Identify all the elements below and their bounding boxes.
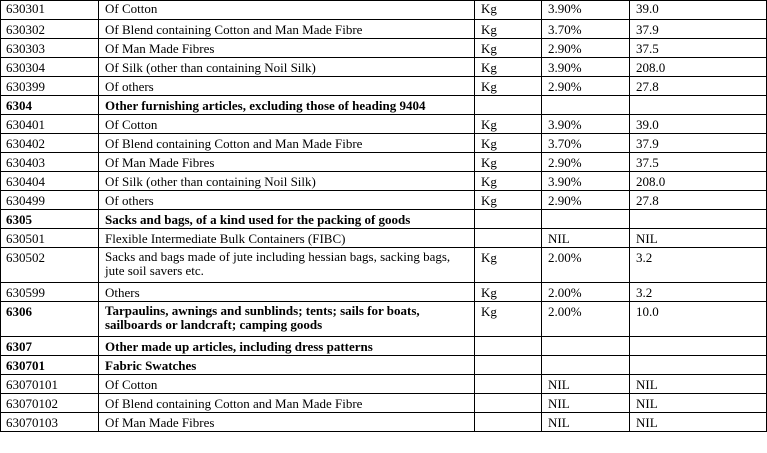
duty-rate-cell: NIL — [542, 394, 630, 413]
hs-code-cell: 6307 — [1, 337, 99, 356]
table-row — [1, 153, 767, 172]
table-row — [1, 172, 767, 191]
hs-code-cell: 63070101 — [1, 375, 99, 394]
description-cell: Tarpaulins, awnings and sunblinds; tents; sails for boats, sailboards or landcraft; camping goods — [99, 302, 475, 337]
unit-cell — [475, 229, 542, 248]
table-row — [1, 39, 767, 58]
description-cell: Of Man Made Fibres — [99, 413, 475, 432]
hs-code-cell: 6305 — [1, 210, 99, 229]
duty-rate-cell: 2.00% — [542, 302, 630, 337]
unit-cell: Kg — [475, 191, 542, 210]
unit-cell: Kg — [475, 39, 542, 58]
description-cell: Of others — [99, 77, 475, 96]
description-cell: Sacks and bags, of a kind used for the packing of goods — [99, 210, 475, 229]
duty-rate-cell: 3.90% — [542, 58, 630, 77]
unit-cell: Kg — [475, 77, 542, 96]
duty-value-cell: 37.5 — [630, 39, 767, 58]
hs-code-cell: 630301 — [1, 1, 99, 20]
description-cell: Flexible Intermediate Bulk Containers (FIBC) — [99, 229, 475, 248]
description-cell: Of Man Made Fibres — [99, 153, 475, 172]
unit-cell: Kg — [475, 153, 542, 172]
hs-code-cell: 630303 — [1, 39, 99, 58]
description-cell: Of Silk (other than containing Noil Silk) — [99, 172, 475, 191]
duty-value-cell — [630, 356, 767, 375]
duty-value-cell: 27.8 — [630, 77, 767, 96]
description-cell: Of others — [99, 191, 475, 210]
table-row — [1, 20, 767, 39]
heading-row — [1, 210, 767, 229]
unit-cell: Kg — [475, 115, 542, 134]
description-cell: Of Silk (other than containing Noil Silk) — [99, 58, 475, 77]
table-row — [1, 248, 767, 283]
unit-cell: Kg — [475, 172, 542, 191]
duty-rate-cell: 3.70% — [542, 134, 630, 153]
hs-code-cell: 63070102 — [1, 394, 99, 413]
unit-cell: Kg — [475, 20, 542, 39]
duty-rate-cell: 2.90% — [542, 39, 630, 58]
duty-value-cell: 37.9 — [630, 134, 767, 153]
duty-value-cell: 208.0 — [630, 58, 767, 77]
hs-code-cell: 630403 — [1, 153, 99, 172]
duty-value-cell: 10.0 — [630, 302, 767, 337]
heading-row — [1, 96, 767, 115]
table-row — [1, 58, 767, 77]
unit-cell: Kg — [475, 134, 542, 153]
tariff-table-body — [1, 1, 767, 432]
unit-cell — [475, 356, 542, 375]
table-row — [1, 413, 767, 432]
unit-cell: Kg — [475, 283, 542, 302]
unit-cell — [475, 394, 542, 413]
duty-rate-cell: 2.00% — [542, 283, 630, 302]
duty-rate-cell — [542, 96, 630, 115]
unit-cell: Kg — [475, 1, 542, 20]
duty-rate-cell: 3.70% — [542, 20, 630, 39]
table-row — [1, 191, 767, 210]
description-cell: Of Cotton — [99, 1, 475, 20]
heading-row — [1, 302, 767, 337]
duty-rate-cell — [542, 210, 630, 229]
duty-value-cell: NIL — [630, 413, 767, 432]
hs-code-cell: 6304 — [1, 96, 99, 115]
duty-rate-cell: NIL — [542, 413, 630, 432]
hs-code-cell: 630304 — [1, 58, 99, 77]
unit-cell — [475, 210, 542, 229]
table-row — [1, 375, 767, 394]
hs-code-cell: 630302 — [1, 20, 99, 39]
hs-code-cell: 6306 — [1, 302, 99, 337]
hs-code-cell: 630502 — [1, 248, 99, 283]
duty-rate-cell: 2.00% — [542, 248, 630, 283]
duty-value-cell: NIL — [630, 394, 767, 413]
hs-code-cell: 630599 — [1, 283, 99, 302]
table-row — [1, 115, 767, 134]
description-cell: Sacks and bags made of jute including hessian bags, sacking bags, jute soil savers etc. — [99, 248, 475, 283]
description-cell: Of Cotton — [99, 375, 475, 394]
table-row — [1, 134, 767, 153]
duty-rate-cell: 2.90% — [542, 77, 630, 96]
duty-value-cell: 37.9 — [630, 20, 767, 39]
duty-value-cell: NIL — [630, 229, 767, 248]
unit-cell: Kg — [475, 302, 542, 337]
duty-value-cell — [630, 210, 767, 229]
duty-value-cell: 37.5 — [630, 153, 767, 172]
unit-cell — [475, 337, 542, 356]
unit-cell — [475, 413, 542, 432]
hs-code-cell: 630701 — [1, 356, 99, 375]
description-cell: Others — [99, 283, 475, 302]
hs-code-cell: 630501 — [1, 229, 99, 248]
description-cell: Other furnishing articles, excluding those of heading 9404 — [99, 96, 475, 115]
duty-value-cell — [630, 337, 767, 356]
duty-value-cell: 27.8 — [630, 191, 767, 210]
duty-rate-cell: NIL — [542, 375, 630, 394]
heading-row — [1, 356, 767, 375]
description-cell: Of Blend containing Cotton and Man Made Fibre — [99, 134, 475, 153]
hs-code-cell: 630404 — [1, 172, 99, 191]
table-row — [1, 394, 767, 413]
duty-rate-cell: 3.90% — [542, 115, 630, 134]
hs-code-cell: 630402 — [1, 134, 99, 153]
description-cell: Of Man Made Fibres — [99, 39, 475, 58]
hs-code-cell: 63070103 — [1, 413, 99, 432]
table-row — [1, 283, 767, 302]
description-cell: Of Cotton — [99, 115, 475, 134]
description-cell: Of Blend containing Cotton and Man Made Fibre — [99, 394, 475, 413]
duty-rate-cell: 2.90% — [542, 153, 630, 172]
duty-value-cell: 3.2 — [630, 283, 767, 302]
duty-rate-cell: NIL — [542, 229, 630, 248]
description-cell: Other made up articles, including dress patterns — [99, 337, 475, 356]
duty-rate-cell: 3.90% — [542, 172, 630, 191]
duty-rate-cell — [542, 356, 630, 375]
duty-value-cell — [630, 96, 767, 115]
heading-row — [1, 337, 767, 356]
unit-cell — [475, 96, 542, 115]
description-cell: Fabric Swatches — [99, 356, 475, 375]
unit-cell: Kg — [475, 248, 542, 283]
duty-value-cell: 39.0 — [630, 1, 767, 20]
duty-rate-cell: 2.90% — [542, 191, 630, 210]
hs-code-cell: 630499 — [1, 191, 99, 210]
hs-code-cell: 630401 — [1, 115, 99, 134]
duty-value-cell: 3.2 — [630, 248, 767, 283]
table-row — [1, 1, 767, 20]
table-row — [1, 77, 767, 96]
duty-value-cell: 39.0 — [630, 115, 767, 134]
hs-code-cell: 630399 — [1, 77, 99, 96]
duty-rate-cell — [542, 337, 630, 356]
duty-value-cell: 208.0 — [630, 172, 767, 191]
table-row — [1, 229, 767, 248]
unit-cell — [475, 375, 542, 394]
unit-cell: Kg — [475, 58, 542, 77]
description-cell: Of Blend containing Cotton and Man Made Fibre — [99, 20, 475, 39]
duty-value-cell: NIL — [630, 375, 767, 394]
duty-rate-cell: 3.90% — [542, 1, 630, 20]
